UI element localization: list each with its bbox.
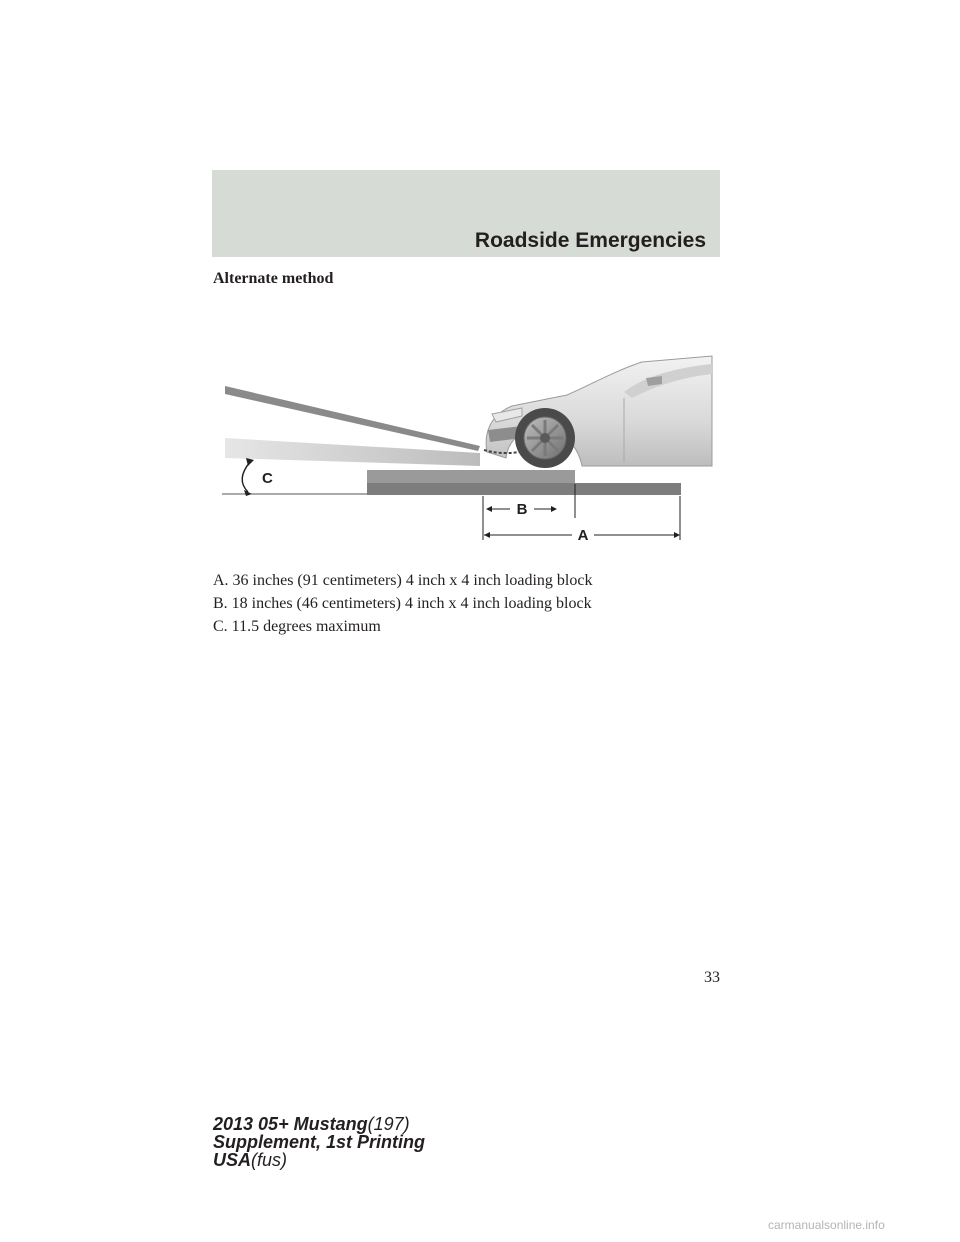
- loading-block-a: [367, 483, 681, 495]
- footer: [213, 1115, 425, 1169]
- car-wheel-hub: [540, 433, 550, 443]
- towing-diagram: [222, 350, 720, 550]
- footer-line-1: [213, 1115, 425, 1133]
- footer-line-3: [213, 1151, 425, 1169]
- caption-a: A. 36 inches (91 centimeters) 4 inch x 4 inch loading block: [213, 572, 593, 589]
- footer-market: USA: [213, 1150, 252, 1170]
- angle-c-arc: [242, 462, 250, 492]
- dim-a-arrowhead-left: [484, 532, 490, 538]
- label-a: A: [577, 527, 589, 544]
- watermark: carmanualsonline.info: [768, 1218, 885, 1232]
- loading-block-b: [367, 470, 575, 484]
- section-title: Roadside Emergencies: [474, 229, 706, 252]
- towing-diagram-svg: [222, 350, 720, 550]
- page-number: 33: [704, 969, 720, 986]
- label-b: B: [516, 501, 528, 518]
- footer-line-2: Supplement, 1st Printing: [213, 1132, 426, 1152]
- angle-c-arrow-bottom: [244, 490, 252, 496]
- dim-b-arrowhead-left: [486, 506, 492, 512]
- caption-c: C. 11.5 degrees maximum: [213, 618, 381, 635]
- footer-market-code: (fus): [251, 1150, 288, 1170]
- footer-code: (197): [367, 1114, 410, 1134]
- caption-list: [213, 569, 592, 638]
- subheading: Alternate method: [213, 270, 334, 287]
- dim-a-arrowhead-right: [674, 532, 680, 538]
- dim-b-arrowhead-right: [551, 506, 557, 512]
- caption-b: B. 18 inches (46 centimeters) 4 inch x 4 inch loading block: [213, 595, 592, 612]
- footer-model: 2013 05+ Mustang: [213, 1114, 368, 1134]
- label-c: C: [262, 470, 273, 487]
- header-band: [212, 170, 720, 257]
